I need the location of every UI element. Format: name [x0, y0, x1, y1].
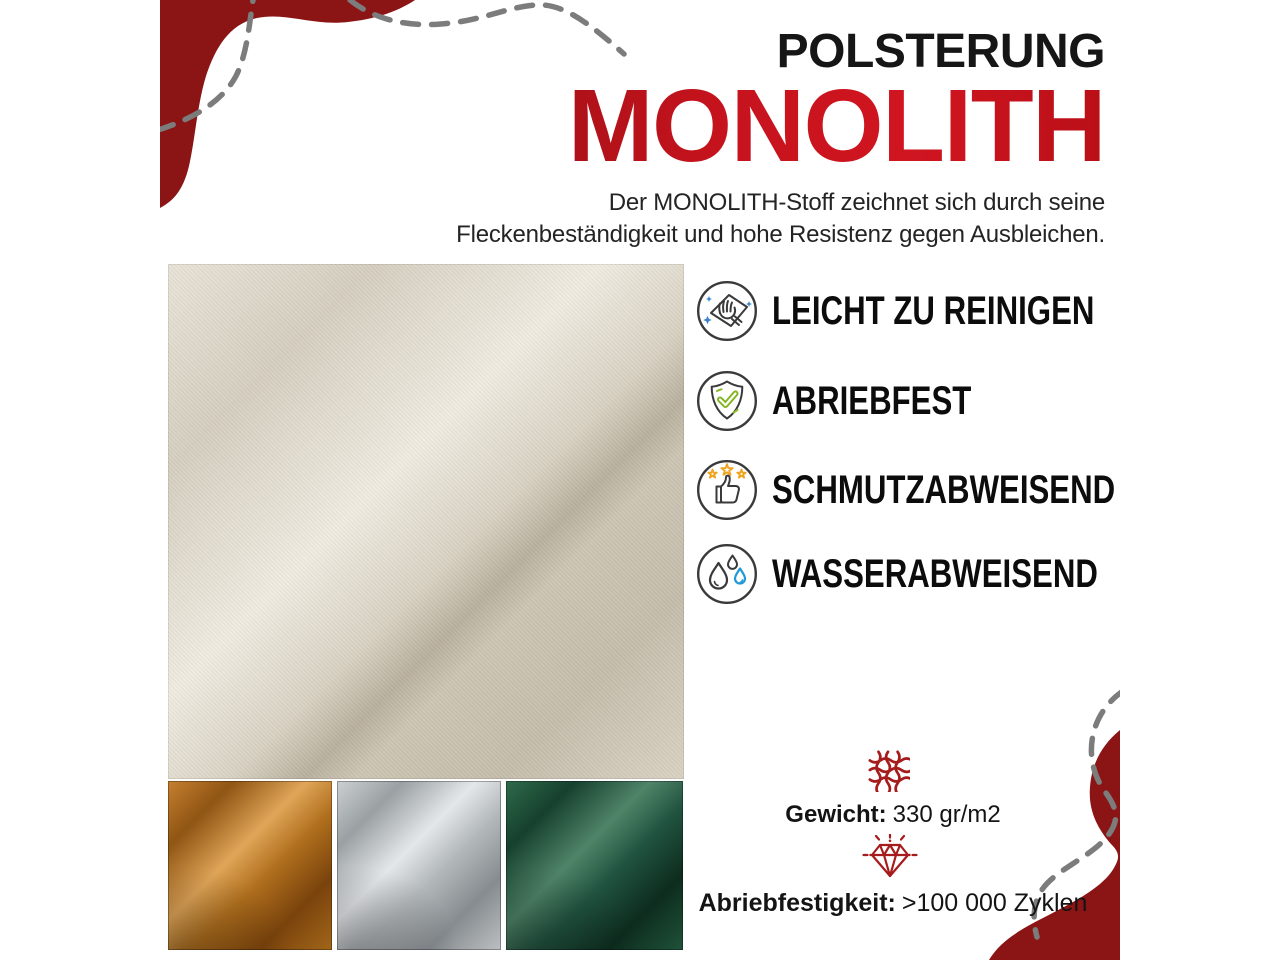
fabric-weave-icon [866, 748, 910, 797]
fabric-swatch-caramel [168, 781, 332, 950]
fabric-swatch-silver [337, 781, 501, 950]
product-description [456, 187, 1105, 251]
feature-water-repellent [696, 543, 1190, 605]
feature-label: ABRIEBFEST [772, 378, 972, 423]
spec-abrasion-value: >100 000 Zyklen [901, 889, 1088, 917]
product-title: MONOLITH [456, 78, 1105, 175]
wipe-clean-icon [696, 280, 758, 342]
fabric-swatch-green [506, 781, 683, 950]
feature-label: SCHMUTZABWEISEND [772, 467, 1116, 512]
title-block [456, 25, 1105, 251]
water-drops-icon [696, 543, 758, 605]
fabric-photo-main [168, 264, 684, 779]
thumb-stars-icon [696, 459, 758, 521]
spec-weight [693, 801, 1093, 829]
feature-dirt-repellent [696, 459, 1212, 521]
feature-easy-to-clean [696, 280, 1185, 342]
feature-abrasion-resistant [696, 370, 1028, 432]
shield-check-icon [696, 370, 758, 432]
corner-blob-top-left [160, 0, 415, 208]
spec-weight-value: 330 gr/m2 [892, 801, 1001, 828]
spec-weight-label: Gewicht: [785, 801, 887, 828]
spec-abrasion-label: Abriebfestigkeit: [698, 889, 896, 917]
spec-abrasion [653, 889, 1133, 918]
feature-label: WASSERABWEISEND [772, 551, 1098, 596]
category-title: POLSTERUNG [776, 25, 1105, 78]
description-line-2: Fleckenbeständigkeit und hohe Resistenz gegen Ausbleichen. [456, 220, 1105, 248]
diamond-icon [862, 834, 918, 891]
description-line-1: Der MONOLITH-Stoff zeichnet sich durch seine [608, 188, 1105, 216]
feature-label: LEICHT ZU REINIGEN [772, 288, 1095, 333]
